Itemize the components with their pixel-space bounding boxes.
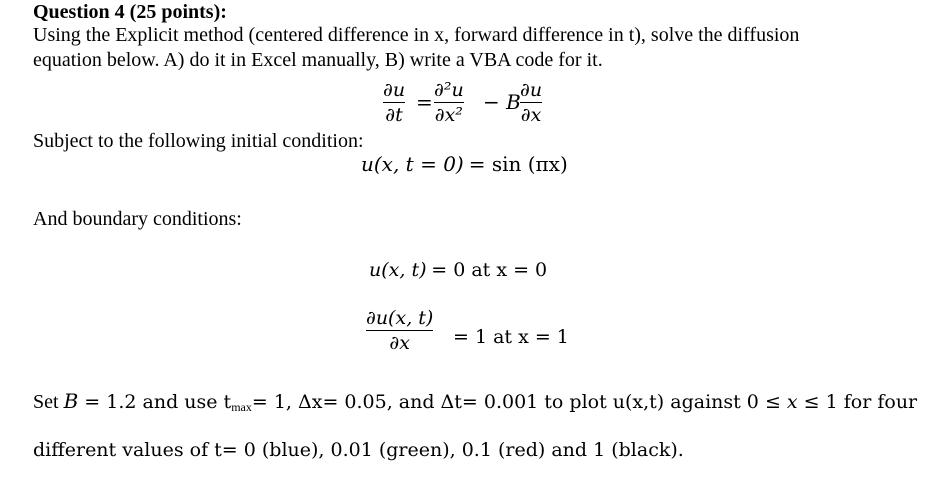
- b-value: = 1.2 and use t: [78, 391, 232, 413]
- set-prefix: Set: [33, 391, 64, 413]
- boundary-condition-1: [369, 259, 547, 282]
- pde-first-derivative-fraction: [520, 78, 542, 127]
- bc2-numerator: ∂u(x, t): [366, 307, 434, 329]
- bc2-denominator: ∂x: [389, 332, 410, 354]
- boundary-conditions-label: And boundary conditions:: [33, 208, 242, 230]
- parameters-line: [33, 389, 917, 415]
- bc2-fraction: [366, 306, 433, 355]
- pde-second-derivative-fraction: [434, 78, 464, 127]
- x-variable: x: [786, 391, 798, 413]
- initial-condition-label: Subject to the following initial condition:: [33, 130, 364, 152]
- initial-condition-equation: [361, 152, 568, 177]
- bc1-rhs: = 0 at x = 0: [431, 259, 548, 281]
- pde-term2-numerator: ∂u: [520, 79, 543, 101]
- plot-values-line: different values of t= 0 (blue), 0.01 (green), 0.1 (red) and 1 (black).: [33, 439, 684, 461]
- pde-minus-b: − B: [483, 90, 521, 114]
- pde-lhs-denominator: ∂t: [385, 104, 403, 126]
- question-title: Question 4 (25 points):: [33, 1, 227, 23]
- bc2-rhs: = 1 at x = 1: [453, 326, 569, 348]
- pde-lhs-numerator: ∂u: [383, 79, 406, 101]
- bc1-lhs: u(x, t): [369, 259, 427, 281]
- pde-term1-denominator: ∂x²: [434, 104, 463, 126]
- pde-term1-numerator: ∂²u: [434, 79, 464, 101]
- b-variable: B: [63, 389, 79, 413]
- intro-line-1: Using the Explicit method (centered difference in x, forward difference in t), solve the diffusion: [33, 24, 800, 46]
- intro-line-2: equation below. A) do it in Excel manually, B) write a VBA code for it.: [33, 49, 603, 71]
- pde-term2-denominator: ∂x: [520, 104, 542, 126]
- pde-equals-sign: =: [416, 90, 433, 114]
- parameters-rest: = 1, Δx= 0.05, and Δt= 0.001 to plot u(x,t) against 0 ≤: [251, 391, 787, 413]
- tmax-subscript: max: [231, 400, 252, 414]
- initial-eq-lhs: u(x, t = 0): [361, 152, 464, 176]
- parameters-end: ≤ 1 for four: [797, 391, 918, 413]
- pde-lhs-fraction: [383, 78, 405, 127]
- initial-eq-rhs: = sin (πx): [468, 152, 568, 176]
